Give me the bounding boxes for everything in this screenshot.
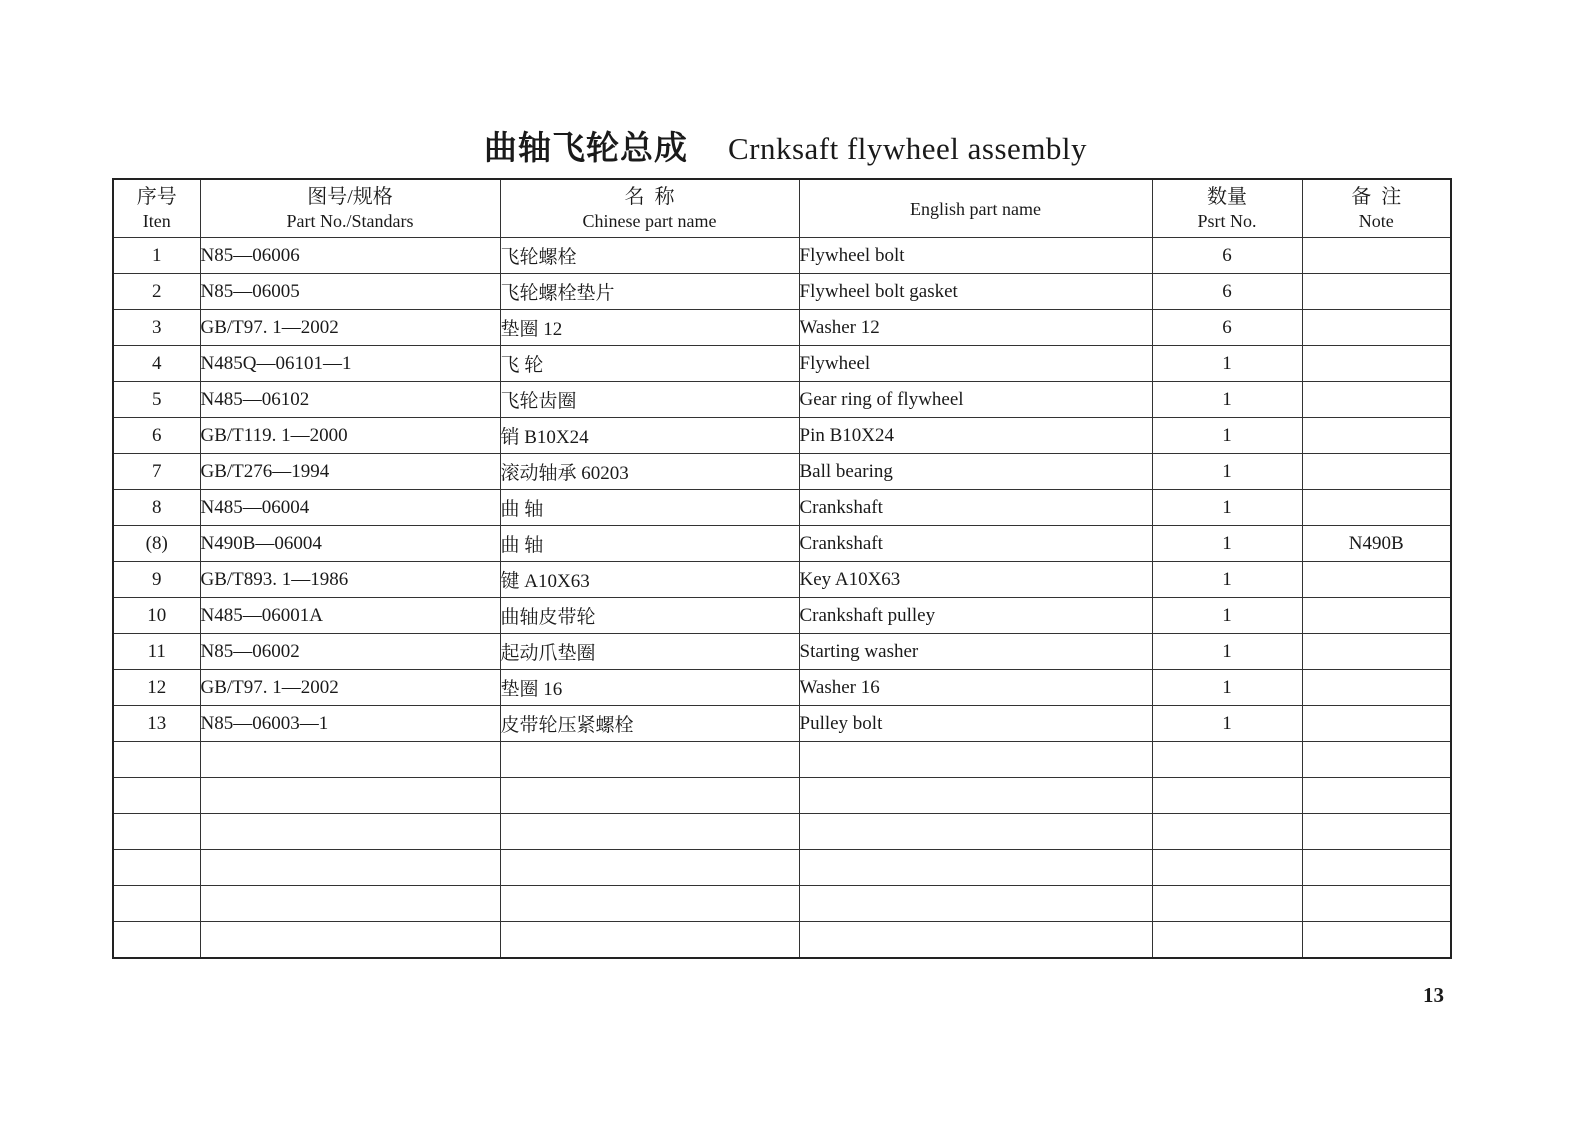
cell-item: 13	[113, 706, 200, 742]
cell-item: (8)	[113, 526, 200, 562]
cell-note	[1302, 382, 1451, 418]
cell-note	[1302, 310, 1451, 346]
table-row	[113, 778, 1451, 814]
cell-chinese-name: 起动爪垫圈	[500, 634, 799, 670]
cell-quantity	[1152, 778, 1302, 814]
cell-note	[1302, 706, 1451, 742]
cell-item	[113, 814, 200, 850]
cell-chinese-name: 垫圈 12	[500, 310, 799, 346]
cell-item: 12	[113, 670, 200, 706]
cell-english-name: Washer 16	[799, 670, 1152, 706]
cell-part-no	[200, 886, 500, 922]
header-chinese-name-zh: 名 称	[624, 185, 675, 208]
page-title	[0, 122, 1571, 169]
header-quantity	[1152, 179, 1302, 238]
cell-quantity: 1	[1152, 562, 1302, 598]
table-row	[113, 850, 1451, 886]
cell-english-name: Key A10X63	[799, 562, 1152, 598]
cell-english-name: Crankshaft pulley	[799, 598, 1152, 634]
cell-quantity: 1	[1152, 670, 1302, 706]
cell-item: 9	[113, 562, 200, 598]
cell-quantity: 1	[1152, 346, 1302, 382]
cell-chinese-name	[500, 850, 799, 886]
table-row	[113, 670, 1451, 706]
cell-quantity: 1	[1152, 706, 1302, 742]
page-number: 13	[1423, 983, 1444, 1007]
cell-quantity: 6	[1152, 274, 1302, 310]
header-chinese-name-en: Chinese part name	[582, 210, 717, 231]
cell-note	[1302, 418, 1451, 454]
table-row	[113, 238, 1451, 274]
cell-chinese-name: 飞轮齿圈	[500, 382, 799, 418]
cell-note	[1302, 490, 1451, 526]
cell-part-no	[200, 742, 500, 778]
table-row	[113, 454, 1451, 490]
table-row	[113, 346, 1451, 382]
cell-note	[1302, 634, 1451, 670]
cell-item: 6	[113, 418, 200, 454]
table-row	[113, 418, 1451, 454]
cell-chinese-name	[500, 814, 799, 850]
title-english: Crnksaft flywheel assembly	[727, 131, 1088, 166]
title-chinese: 曲轴飞轮总成	[483, 131, 688, 167]
cell-english-name: Flywheel bolt gasket	[799, 274, 1152, 310]
table-row	[113, 490, 1451, 526]
cell-part-no: GB/T119. 1—2000	[200, 418, 500, 454]
cell-english-name: Gear ring of flywheel	[799, 382, 1152, 418]
cell-part-no: GB/T893. 1—1986	[200, 562, 500, 598]
cell-part-no: N85—06006	[200, 238, 500, 274]
cell-quantity: 1	[1152, 454, 1302, 490]
cell-quantity: 1	[1152, 382, 1302, 418]
cell-chinese-name: 飞 轮	[500, 346, 799, 382]
cell-item	[113, 778, 200, 814]
cell-part-no: GB/T276—1994	[200, 454, 500, 490]
cell-note	[1302, 922, 1451, 959]
header-english-name	[799, 179, 1152, 238]
table-row	[113, 742, 1451, 778]
header-english-name-en: English part name	[910, 198, 1041, 219]
cell-note: N490B	[1302, 526, 1451, 562]
cell-part-no	[200, 814, 500, 850]
cell-english-name: Washer 12	[799, 310, 1152, 346]
cell-english-name	[799, 922, 1152, 959]
cell-item: 8	[113, 490, 200, 526]
cell-english-name: Ball bearing	[799, 454, 1152, 490]
cell-english-name: Crankshaft	[799, 490, 1152, 526]
cell-item	[113, 850, 200, 886]
header-part-no-en: Part No./Standars	[286, 210, 414, 231]
table-row	[113, 922, 1451, 959]
cell-part-no: N485—06102	[200, 382, 500, 418]
cell-note	[1302, 886, 1451, 922]
cell-part-no: N490B—06004	[200, 526, 500, 562]
cell-chinese-name	[500, 742, 799, 778]
table-row	[113, 526, 1451, 562]
cell-english-name	[799, 742, 1152, 778]
cell-note	[1302, 814, 1451, 850]
cell-part-no: N85—06002	[200, 634, 500, 670]
cell-item: 11	[113, 634, 200, 670]
cell-part-no	[200, 922, 500, 959]
cell-english-name: Pulley bolt	[799, 706, 1152, 742]
table-row	[113, 814, 1451, 850]
cell-part-no: N485—06004	[200, 490, 500, 526]
table-row	[113, 382, 1451, 418]
cell-quantity	[1152, 814, 1302, 850]
cell-english-name: Crankshaft	[799, 526, 1152, 562]
cell-english-name	[799, 850, 1152, 886]
cell-quantity: 1	[1152, 490, 1302, 526]
cell-quantity	[1152, 922, 1302, 959]
cell-part-no	[200, 778, 500, 814]
table-body	[113, 238, 1451, 959]
cell-chinese-name: 曲 轴	[500, 490, 799, 526]
cell-chinese-name: 滚动轴承 60203	[500, 454, 799, 490]
cell-note	[1302, 742, 1451, 778]
header-item-zh: 序号	[136, 185, 177, 208]
parts-table	[112, 178, 1452, 959]
cell-note	[1302, 238, 1451, 274]
cell-note	[1302, 454, 1451, 490]
cell-english-name	[799, 778, 1152, 814]
cell-item: 2	[113, 274, 200, 310]
table-row	[113, 598, 1451, 634]
cell-item	[113, 742, 200, 778]
table-row	[113, 634, 1451, 670]
table-row	[113, 310, 1451, 346]
cell-quantity: 1	[1152, 634, 1302, 670]
table-row	[113, 706, 1451, 742]
header-note-en: Note	[1358, 210, 1394, 231]
header-quantity-en: Psrt No.	[1197, 210, 1257, 231]
cell-chinese-name: 飞轮螺栓	[500, 238, 799, 274]
cell-item	[113, 886, 200, 922]
cell-chinese-name: 皮带轮压紧螺栓	[500, 706, 799, 742]
cell-note	[1302, 598, 1451, 634]
header-part-no	[200, 179, 500, 238]
cell-part-no: GB/T97. 1—2002	[200, 310, 500, 346]
cell-part-no	[200, 850, 500, 886]
cell-item: 10	[113, 598, 200, 634]
table-header	[113, 179, 1451, 238]
cell-item: 4	[113, 346, 200, 382]
cell-chinese-name: 飞轮螺栓垫片	[500, 274, 799, 310]
header-note-zh: 备 注	[1351, 185, 1402, 208]
cell-quantity: 6	[1152, 238, 1302, 274]
cell-chinese-name: 垫圈 16	[500, 670, 799, 706]
cell-part-no: N485Q—06101—1	[200, 346, 500, 382]
cell-quantity: 1	[1152, 598, 1302, 634]
cell-item: 3	[113, 310, 200, 346]
cell-item: 5	[113, 382, 200, 418]
cell-note	[1302, 850, 1451, 886]
cell-chinese-name	[500, 922, 799, 959]
header-quantity-zh: 数量	[1207, 185, 1247, 208]
cell-english-name: Flywheel	[799, 346, 1152, 382]
cell-chinese-name: 销 B10X24	[500, 418, 799, 454]
cell-note	[1302, 778, 1451, 814]
cell-chinese-name: 键 A10X63	[500, 562, 799, 598]
cell-english-name	[799, 886, 1152, 922]
cell-english-name: Flywheel bolt	[799, 238, 1152, 274]
table-row	[113, 886, 1451, 922]
cell-english-name: Starting washer	[799, 634, 1152, 670]
cell-quantity	[1152, 886, 1302, 922]
cell-part-no: N485—06001A	[200, 598, 500, 634]
cell-chinese-name	[500, 778, 799, 814]
cell-note	[1302, 562, 1451, 598]
cell-quantity: 1	[1152, 418, 1302, 454]
cell-quantity	[1152, 742, 1302, 778]
cell-part-no: N85—06003—1	[200, 706, 500, 742]
header-item	[113, 179, 200, 238]
header-part-no-zh: 图号/规格	[307, 185, 393, 208]
cell-chinese-name: 曲 轴	[500, 526, 799, 562]
table-row	[113, 562, 1451, 598]
cell-quantity: 1	[1152, 526, 1302, 562]
cell-note	[1302, 670, 1451, 706]
cell-note	[1302, 274, 1451, 310]
header-chinese-name	[500, 179, 799, 238]
cell-item: 7	[113, 454, 200, 490]
header-note	[1302, 179, 1451, 238]
cell-part-no: GB/T97. 1—2002	[200, 670, 500, 706]
cell-note	[1302, 346, 1451, 382]
cell-item: 1	[113, 238, 200, 274]
header-row	[113, 179, 1451, 238]
cell-quantity: 6	[1152, 310, 1302, 346]
cell-part-no: N85—06005	[200, 274, 500, 310]
cell-item	[113, 922, 200, 959]
cell-chinese-name	[500, 886, 799, 922]
cell-english-name	[799, 814, 1152, 850]
table-row	[113, 274, 1451, 310]
cell-chinese-name: 曲轴皮带轮	[500, 598, 799, 634]
header-item-en: Iten	[142, 210, 171, 231]
cell-quantity	[1152, 850, 1302, 886]
cell-english-name: Pin B10X24	[799, 418, 1152, 454]
